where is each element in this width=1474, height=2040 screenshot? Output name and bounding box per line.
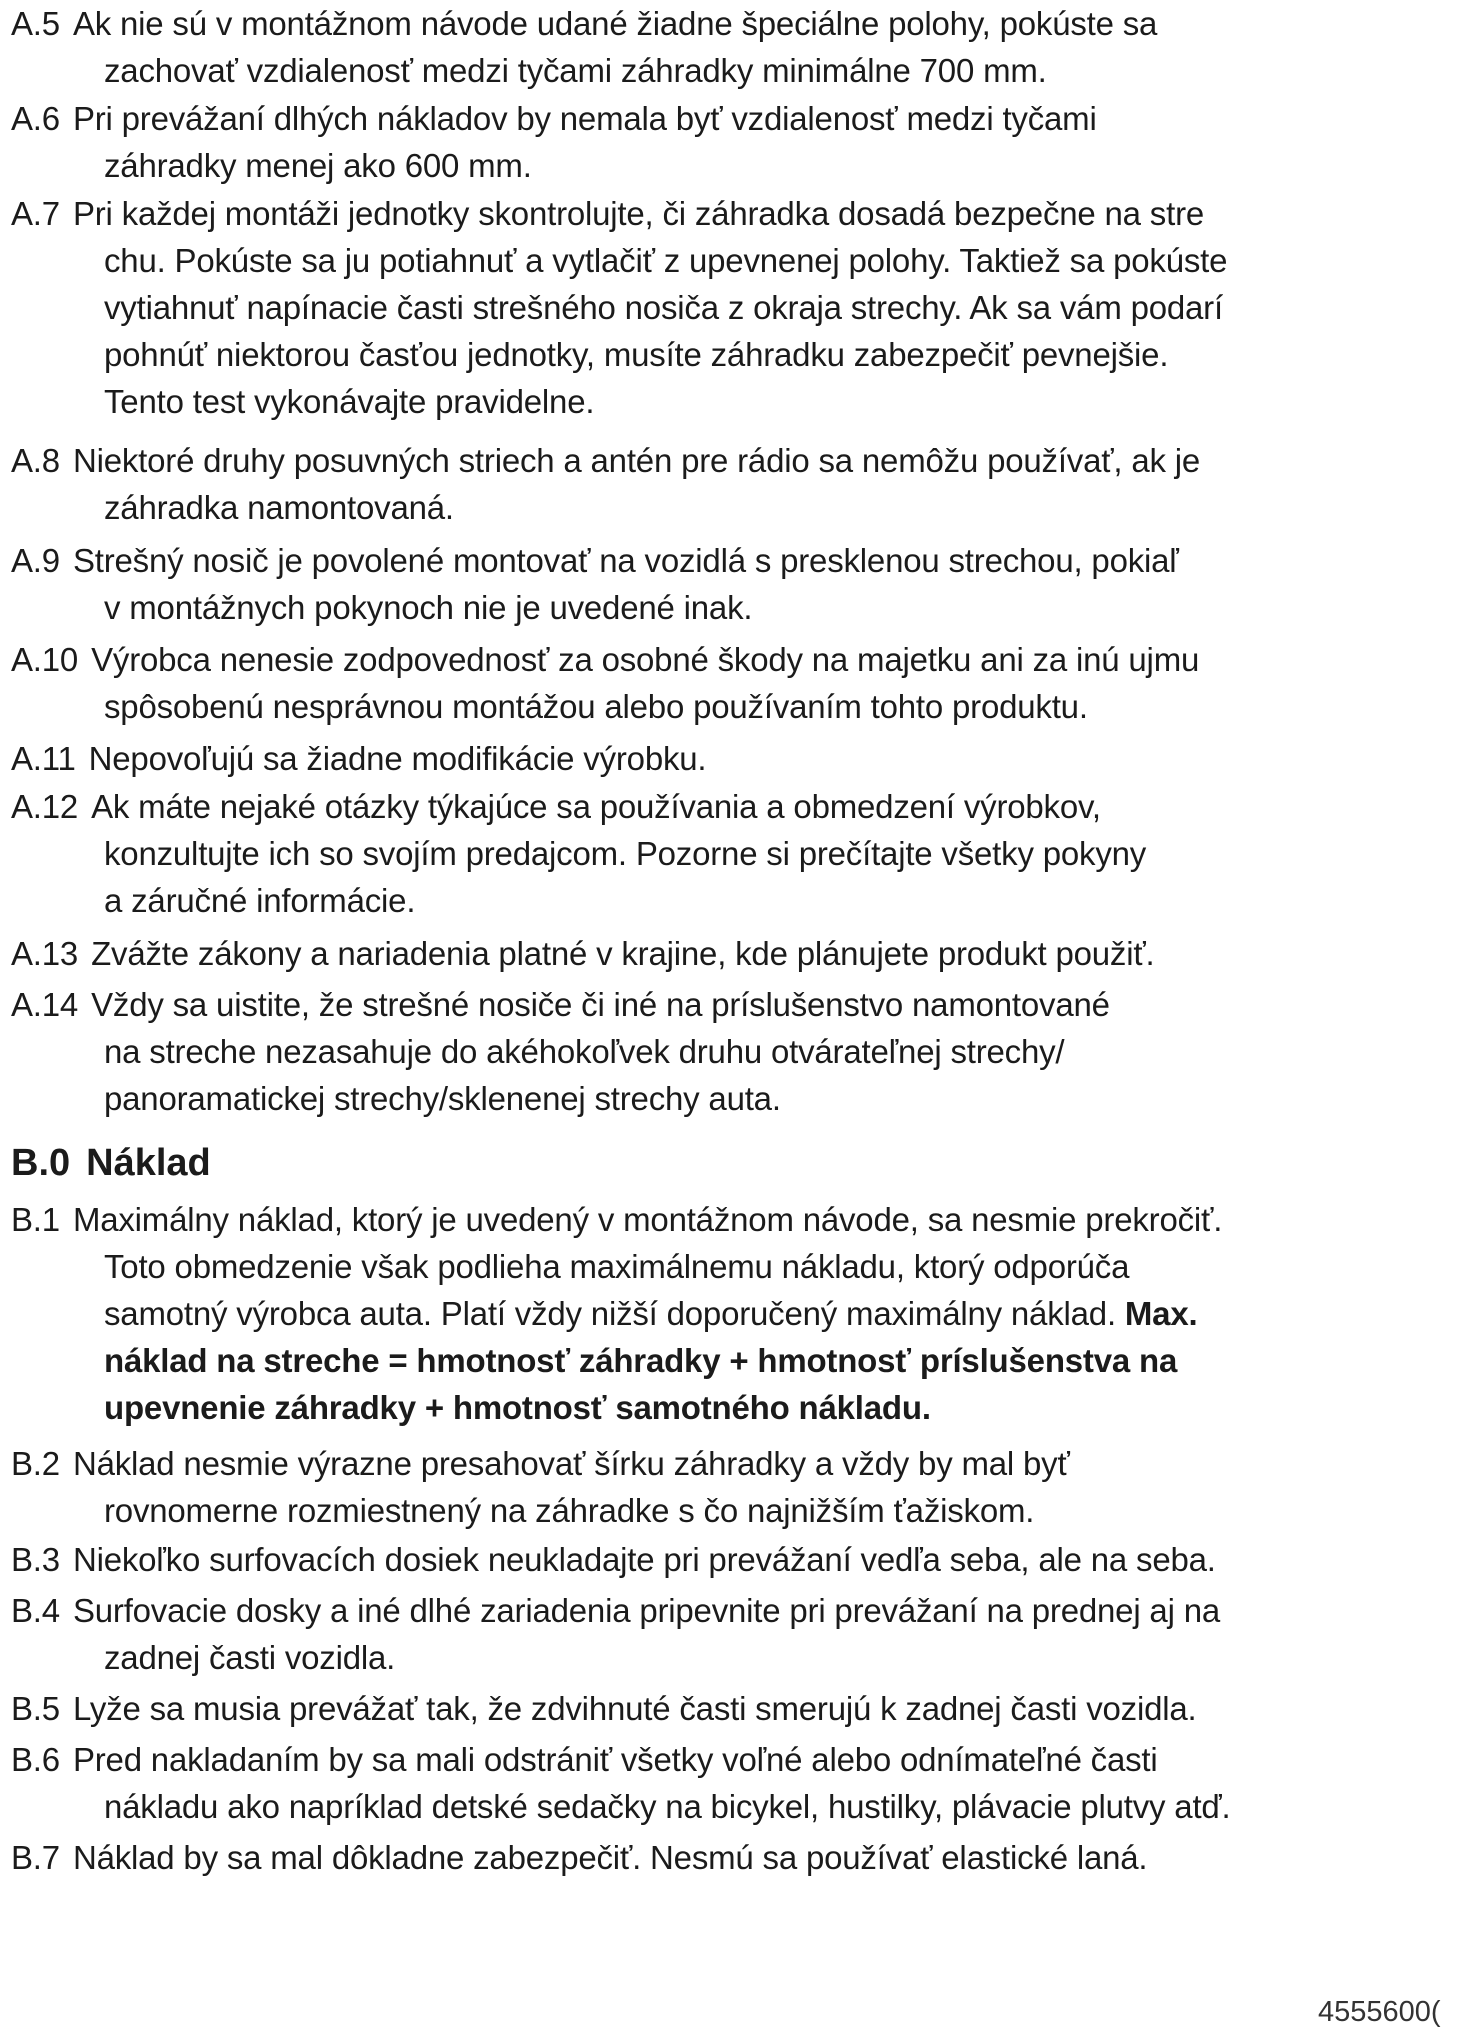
- item-text-line: na streche nezasahuje do akéhokoľvek druhu otvárateľnej strechy/: [104, 1033, 1065, 1070]
- item-number: B.3: [11, 1541, 60, 1578]
- list-item-a14: [11, 981, 1451, 1122]
- item-number: A.11: [11, 740, 76, 777]
- list-item-a7: [11, 190, 1451, 425]
- document-number: 4555600(: [1318, 1996, 1441, 2028]
- item-number: B.5: [11, 1690, 60, 1727]
- item-text-line: Výrobca nenesie zodpovednosť za osobné škody na majetku ani za inú ujmu: [91, 641, 1200, 678]
- item-text-line: Vždy sa uistite, že strešné nosiče či iné na príslušenstvo namontované: [91, 986, 1110, 1023]
- item-number: A.9: [11, 542, 60, 579]
- item-text-line: záhradky menej ako 600 mm.: [104, 147, 532, 184]
- list-item-b2: [11, 1440, 1451, 1534]
- item-text-line: zadnej časti vozidla.: [104, 1639, 396, 1676]
- item-text-line: Pred nakladaním by sa mali odstrániť všetky voľné alebo odnímateľné časti: [72, 1741, 1158, 1778]
- list-item-b1: [11, 1196, 1451, 1431]
- item-text-line: zachovať vzdialenosť medzi tyčami záhradky minimálne 700 mm.: [104, 52, 1047, 89]
- item-text-line: Lyže sa musia prevážať tak, že zdvihnuté časti smerujú k zadnej časti vozidla.: [72, 1690, 1197, 1727]
- item-text-line: Niektoré druhy posuvných striech a antén pre rádio sa nemôžu používať, ak je: [72, 442, 1201, 479]
- item-number: B.2: [11, 1445, 60, 1482]
- item-text-bold: náklad na streche = hmotnosť záhradky + hmotnosť príslušenstva na: [104, 1342, 1178, 1379]
- item-text-line: v montážnych pokynoch nie je uvedené inak.: [104, 589, 753, 626]
- item-text-line: chu. Pokúste sa ju potiahnuť a vytlačiť z upevnenej polohy. Taktiež sa pokúste: [104, 242, 1228, 279]
- list-item-b4: [11, 1587, 1451, 1681]
- section-heading: [11, 1139, 211, 1187]
- item-number: B.7: [11, 1839, 60, 1876]
- item-number: A.13: [11, 935, 79, 972]
- item-text-line: vytiahnuť napínacie časti strešného nosiča z okraja strechy. Ak sa vám podarí: [104, 289, 1223, 326]
- item-number: B.1: [11, 1201, 60, 1238]
- item-text-bold: upevnenie záhradky + hmotnosť samotného nákladu.: [104, 1389, 931, 1426]
- item-text-line: spôsobenú nesprávnou montážou alebo používaním tohto produktu.: [104, 688, 1088, 725]
- item-text-bold: Max.: [1124, 1295, 1198, 1332]
- item-number: A.5: [11, 5, 60, 42]
- item-number: A.6: [11, 100, 60, 137]
- item-text-line: konzultujte ich so svojím predajcom. Pozorne si prečítajte všetky pokyny: [104, 835, 1147, 872]
- section-heading-title: Náklad: [86, 1142, 211, 1184]
- item-text-line: Ak nie sú v montážnom návode udané žiadne špeciálne polohy, pokúste sa: [72, 5, 1158, 42]
- list-item-a9: [11, 537, 1451, 631]
- list-item-a8: [11, 437, 1451, 531]
- item-text-line: Nepovoľujú sa žiadne modifikácie výrobku.: [88, 740, 707, 777]
- list-item-b7: [11, 1834, 1451, 1881]
- item-text-line: Niekoľko surfovacích dosiek neukladajte pri prevážaní vedľa seba, ale na seba.: [72, 1541, 1216, 1578]
- item-number: B.4: [11, 1592, 60, 1629]
- item-text-line: Pri každej montáži jednotky skontrolujte, či záhradka dosadá bezpečne na stre: [72, 195, 1205, 232]
- item-number: A.12: [11, 788, 79, 825]
- item-text-line: samotný výrobca auta. Platí vždy nižší doporučený maximálny náklad.: [104, 1295, 1116, 1332]
- item-text-line: nákladu ako napríklad detské sedačky na bicykel, hustilky, plávacie plutvy atď.: [104, 1788, 1231, 1825]
- list-item-a5: [11, 0, 1451, 94]
- item-text-line: Tento test vykonávajte pravidelne.: [104, 383, 595, 420]
- item-text-line: Toto obmedzenie však podlieha maximálnemu nákladu, ktorý odporúča: [104, 1248, 1130, 1285]
- section-heading-number: B.0: [11, 1142, 71, 1184]
- item-number: B.6: [11, 1741, 60, 1778]
- item-text-line: rovnomerne rozmiestnený na záhradke s čo najnižším ťažiskom.: [104, 1492, 1035, 1529]
- list-item-b6: [11, 1736, 1451, 1830]
- item-text-line: Pri prevážaní dlhých nákladov by nemala byť vzdialenosť medzi tyčami: [72, 100, 1097, 137]
- item-text-line: Strešný nosič je povolené montovať na vozidlá s presklenou strechou, pokiaľ: [72, 542, 1179, 579]
- list-item-a13: [11, 930, 1451, 977]
- item-number: A.8: [11, 442, 60, 479]
- list-item-a6: [11, 95, 1451, 189]
- item-text-line: Maximálny náklad, ktorý je uvedený v montážnom návode, sa nesmie prekročiť.: [72, 1201, 1223, 1238]
- item-number: A.7: [11, 195, 60, 232]
- item-text-line: záhradka namontovaná.: [104, 489, 454, 526]
- list-item-a11: [11, 735, 1451, 782]
- item-number: A.14: [11, 986, 79, 1023]
- item-text-line: Surfovacie dosky a iné dlhé zariadenia pripevnite pri prevážaní na prednej aj na: [72, 1592, 1220, 1629]
- item-number: A.10: [11, 641, 79, 678]
- list-item-b5: [11, 1685, 1451, 1732]
- item-text-line: Ak máte nejaké otázky týkajúce sa používania a obmedzení výrobkov,: [91, 788, 1101, 825]
- list-item-b3: [11, 1536, 1451, 1583]
- item-text-line: Zvážte zákony a nariadenia platné v krajine, kde plánujete produkt použiť.: [91, 935, 1155, 972]
- list-item-a12: [11, 783, 1451, 924]
- item-text-line: pohnúť niektorou časťou jednotky, musíte záhradku zabezpečiť pevnejšie.: [104, 336, 1169, 373]
- list-item-a10: [11, 636, 1451, 730]
- item-text-line: a záručné informácie.: [104, 882, 416, 919]
- item-text-line: Náklad nesmie výrazne presahovať šírku záhradky a vždy by mal byť: [72, 1445, 1070, 1482]
- item-text-line: panoramatickej strechy/sklenenej strechy auta.: [104, 1080, 781, 1117]
- item-text-line: Náklad by sa mal dôkladne zabezpečiť. Nesmú sa používať elastické laná.: [72, 1839, 1148, 1876]
